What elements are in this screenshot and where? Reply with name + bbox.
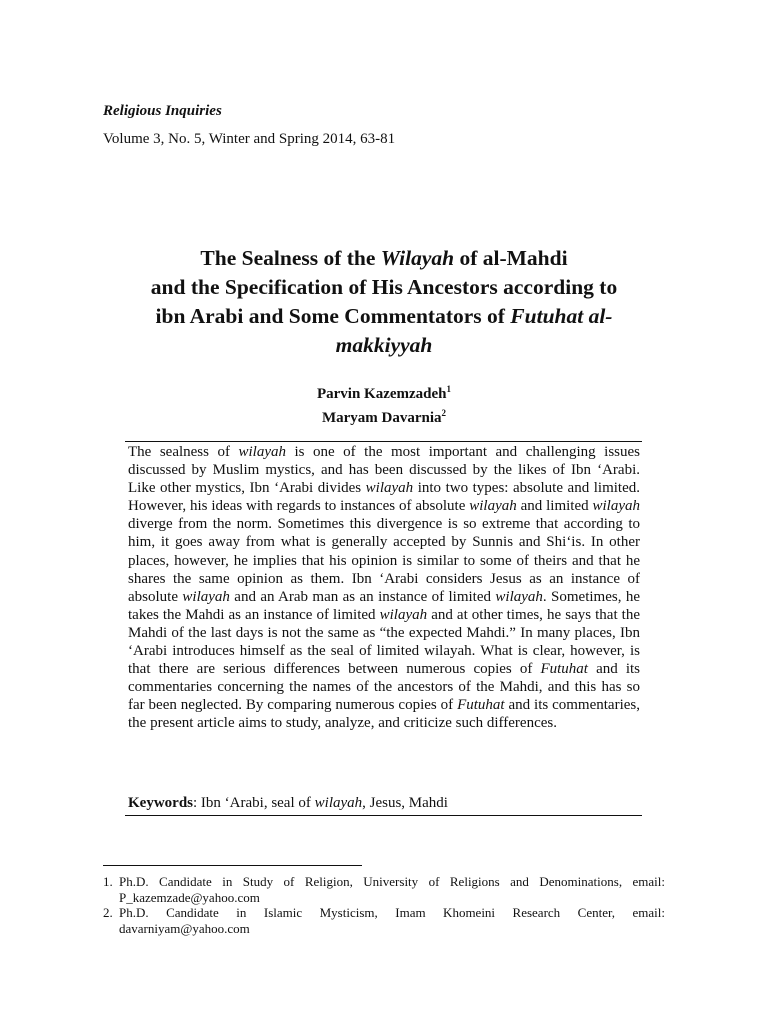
author-name: Parvin Kazemzadeh <box>316 386 447 402</box>
title-line-4 <box>100 331 668 360</box>
footnote-mark[interactable]: 2 <box>441 408 447 418</box>
footnote-email[interactable]: P_kazemzade@yahoo.com <box>119 889 260 905</box>
keyword-text: Ibn ‘Arabi, seal of <box>200 795 315 811</box>
footnote-email[interactable]: davarniyam@yahoo.com <box>119 920 250 936</box>
keyword-text: wilayah <box>314 795 363 811</box>
abstract-top-rule <box>125 441 642 442</box>
title-line-1 <box>100 244 668 273</box>
author <box>0 382 768 406</box>
author <box>0 406 768 430</box>
footnote-1 <box>103 874 665 905</box>
title-italic-term: Futuhat al- <box>510 304 613 328</box>
footnote-2 <box>103 905 665 936</box>
journal-name: Religious Inquiries <box>103 103 222 119</box>
abstract-bottom-rule <box>125 815 642 816</box>
keywords-label: Keywords <box>128 795 193 811</box>
title-italic-term: Wilayah <box>380 246 455 270</box>
article-title <box>100 244 668 360</box>
footnote-text: Ph.D. Candidate in Islamic Mysticism, Imam Khomeini Research Center, email: <box>119 905 665 920</box>
title-line-3 <box>100 302 668 331</box>
footnote-mark[interactable]: 1 <box>446 384 452 394</box>
author-name: Maryam Davarnia <box>321 410 442 426</box>
footnote-text: Ph.D. Candidate in Study of Religion, University of Religions and Denominations, email: <box>119 874 665 889</box>
title-text: The Sealness of the <box>200 246 381 270</box>
keyword-text: , Jesus, Mahdi <box>362 795 448 811</box>
volume-info: Volume 3, No. 5, Winter and Spring 2014, 63-81 <box>103 131 396 147</box>
title-italic-term: makkiyyah <box>335 333 433 357</box>
author-list <box>0 382 768 430</box>
footnote-rule <box>103 865 362 866</box>
footnotes <box>103 874 665 936</box>
footnote-number: 2. <box>103 905 113 920</box>
abstract-paragraph: The sealness of wilayah is one of the most important and challenging issues discussed by Muslim mystics, and has been discussed by the likes of Ibn ‘Arabi. Like other mystics, Ibn ‘Arabi divides wilayah into two types: absolute and limited. However, his ideas with regards to instances of absolute wilayah and limited wilayah diverge from the norm. Sometimes this divergence is so extreme that according to him, it goes away from what is generally accepted by Sunnis and Shi‘is. In other places, however, he implies that his opinion is similar to some of theirs and that he shares the same opinion as them. Ibn ‘Arabi considers Jesus as an instance of absolute wilayah and an Arab man as an instance of limited wilayah. Sometimes, he takes the Mahdi as an instance of limited wilayah and at other times, he says that the Mahdi of the last days is not the same as “the expected Mahdi.” In many places, Ibn ‘Arabi introduces himself as the seal of limited wilayah. What is clear, however, is that there are serious differences between numerous copies of Futuhat and its commentaries concerning the names of the ancestors of the Mahdi, and this has so far been neglected. By comparing numerous copies of Futuhat and its commentaries, the present article aims to study, analyze, and criticize such differences. <box>128 444 641 732</box>
footnote-number: 1. <box>103 874 113 889</box>
keywords: Keywords: Ibn ‘Arabi, seal of wilayah, Jesus, Mahdi <box>128 795 448 811</box>
title-text: ibn Arabi and Some Commentators of <box>155 304 511 328</box>
title-text: of al-Mahdi <box>454 246 568 270</box>
abstract <box>128 443 640 733</box>
title-line-2: and the Specification of His Ancestors according to <box>150 275 618 299</box>
